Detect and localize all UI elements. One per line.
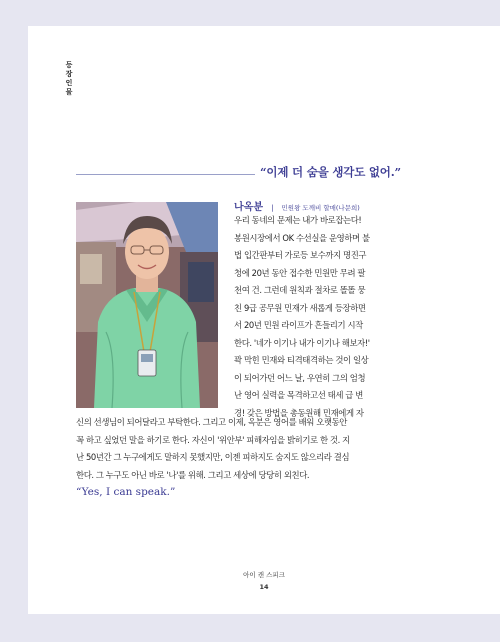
section-label-char: 물 xyxy=(65,88,73,96)
section-label-char: 장 xyxy=(65,70,73,78)
page-number: 14 xyxy=(259,583,269,591)
body-full-width xyxy=(76,414,422,484)
body-line: 이 되어가던 어느 날, 우연히 그의 엄청 xyxy=(234,372,366,383)
body-line: 꼭 하고 싶었던 말을 하기로 한다. 자신이 '위안부' 피해자임을 밝히기로 한 것. 지 xyxy=(76,434,350,445)
section-label-char: 인 xyxy=(65,79,73,87)
name-separator: | xyxy=(271,204,274,212)
body-line: 한다. 그 누구도 아닌 바로 '나'를 위해. 그리고 세상에 당당히 외친다. xyxy=(76,469,310,480)
body-line: 청에 20년 동안 접수한 민원만 무려 팔 xyxy=(234,267,366,278)
body-line: 친 9급 공무원 민재가 새롭게 등장하면 xyxy=(234,302,366,313)
body-line: 꽉 막힌 민재와 티격태격하는 것이 일상 xyxy=(234,355,369,365)
character-role: 민원왕 도깨비 할매(나문희) xyxy=(281,204,360,212)
footer-title: 아이 캔 스피크 xyxy=(243,571,285,579)
body-line: 법 입간판부터 가로등 보수까지 명진구 xyxy=(234,250,367,260)
body-line: 우리 동네의 문제는 내가 바로잡는다! xyxy=(234,215,362,225)
body-line: 한다. '네가 이기나 내가 이기나 해보자!' xyxy=(234,337,370,348)
body-line: 천여 건. 그런데 원칙과 절차로 똘똘 뭉 xyxy=(234,285,366,295)
character-name: 나옥분 xyxy=(234,202,263,213)
body-line: 봉원시장에서 OK 수선실을 운영하며 불 xyxy=(234,232,370,243)
body-line: 난 50년간 그 누구에게도 말하지 못했지만, 이젠 피하지도 숨지도 않으리라 결심 xyxy=(76,452,350,462)
english-quote: “Yes, I can speak.” xyxy=(76,486,176,498)
body-column xyxy=(234,212,422,422)
section-label xyxy=(64,61,74,97)
headline-rule xyxy=(76,174,255,175)
body-line: 난 영어 실력을 목격하고선 태세 급 변 xyxy=(234,390,363,400)
character-photo xyxy=(76,202,218,408)
headline-quote: “이제 더 숨을 생각도 없어.” xyxy=(260,165,401,179)
section-label-char: 등 xyxy=(65,61,73,69)
body-line: 신의 선생님이 되어달라고 부탁한다. 그리고 이제, 옥분은 영어를 배워 오랫동안 xyxy=(76,417,347,427)
body-line: 경! 갖은 방법을 총동원해 민재에게 자 xyxy=(234,407,364,418)
body-line: 서 20년 민원 라이프가 흔들리기 시작 xyxy=(234,320,363,330)
page xyxy=(28,26,500,614)
